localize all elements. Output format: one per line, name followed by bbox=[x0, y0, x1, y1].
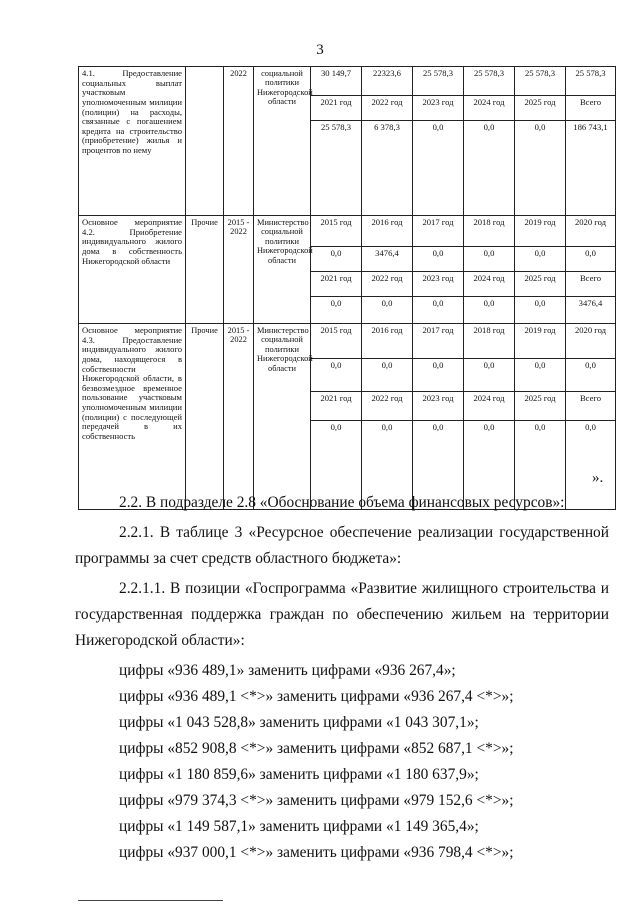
year-cell: Всего bbox=[566, 392, 616, 421]
year-cell: 2022 год bbox=[362, 392, 413, 421]
year-cell: 2021 год bbox=[311, 392, 362, 421]
year-cell: Всего bbox=[566, 96, 616, 121]
year-cell: 2017 год bbox=[413, 324, 464, 359]
row-description: Основное мероприятие 4.2. Приобретение индивидуального жилого дома в собственность Нижегородской области bbox=[79, 216, 186, 324]
amount-cell: 0,0 bbox=[311, 297, 362, 324]
year-cell: 2025 год bbox=[515, 96, 566, 121]
amount-cell: 0,0 bbox=[515, 247, 566, 272]
year-cell: 2025 год bbox=[515, 392, 566, 421]
amount-cell: 0,0 bbox=[362, 297, 413, 324]
amount-cell: 6 378,3 bbox=[362, 121, 413, 216]
amount-cell: 0,0 bbox=[413, 359, 464, 392]
page-number: 3 bbox=[316, 42, 324, 58]
row-executor: Министерство социальной политики Нижегородской области bbox=[254, 324, 311, 510]
year-cell: 2020 год bbox=[566, 216, 616, 247]
amount-cell: 0,0 bbox=[464, 121, 515, 216]
amount-cell: 0,0 bbox=[515, 121, 566, 216]
year-cell: 2024 год bbox=[464, 96, 515, 121]
footer-rule bbox=[78, 900, 223, 901]
amount-cell: 0,0 bbox=[413, 247, 464, 272]
replacement-list bbox=[75, 658, 609, 866]
amount-cell: 0,0 bbox=[515, 359, 566, 392]
row-category: Прочие bbox=[186, 324, 224, 510]
amount-cell: 3476,4 bbox=[566, 297, 616, 324]
year-cell: 2015 год bbox=[311, 324, 362, 359]
closing-quote: ». bbox=[592, 470, 604, 486]
section-text bbox=[75, 490, 609, 866]
amount-cell: 0,0 bbox=[515, 297, 566, 324]
amount-cell: 25 578,3 bbox=[464, 67, 515, 96]
row-description: Основное мероприятие 4.3. Предоставление индивидуального жилого дома, находящегося в собственности Нижегородской области, в безвозмездное временное пользование участковым уполномоченным милиции (полиции) с последующей передачей в их собственность bbox=[79, 324, 186, 510]
year-cell: 2021 год bbox=[311, 272, 362, 297]
amount-cell: 3476,4 bbox=[362, 247, 413, 272]
amount-cell: 0,0 bbox=[515, 421, 566, 510]
year-cell: 2020 год bbox=[566, 324, 616, 359]
year-cell: Всего bbox=[566, 272, 616, 297]
replacement-line: цифры «937 000,1 <*>» заменить цифрами «936 798,4 <*>»; bbox=[119, 844, 514, 861]
row-executor: социальной политики Нижегородской области bbox=[254, 67, 311, 216]
amount-cell: 0,0 bbox=[464, 297, 515, 324]
amount-cell: 0,0 bbox=[566, 359, 616, 392]
row-category: Прочие bbox=[186, 216, 224, 324]
amount-cell: 0,0 bbox=[566, 421, 616, 510]
amount-cell: 0,0 bbox=[464, 247, 515, 272]
row-period: 2022 bbox=[224, 67, 254, 216]
amount-cell: 0,0 bbox=[311, 421, 362, 510]
replacement-line: цифры «936 489,1» заменить цифрами «936 267,4»; bbox=[119, 662, 456, 679]
year-cell: 2025 год bbox=[515, 272, 566, 297]
replacement-line: цифры «852 908,8 <*>» заменить цифрами «852 687,1 <*>»; bbox=[119, 740, 514, 757]
row-period: 2015 - 2022 bbox=[224, 216, 254, 324]
amount-cell: 25 578,3 bbox=[566, 67, 616, 96]
amount-cell: 0,0 bbox=[413, 421, 464, 510]
replacement-line: цифры «1 043 528,8» заменить цифрами «1 043 307,1»; bbox=[119, 714, 479, 731]
row-period: 2015 - 2022 bbox=[224, 324, 254, 510]
row-category bbox=[186, 67, 224, 216]
table-body bbox=[79, 67, 616, 510]
year-cell: 2015 год bbox=[311, 216, 362, 247]
amount-cell: 0,0 bbox=[362, 359, 413, 392]
amount-cell: 186 743,1 bbox=[566, 121, 616, 216]
resource-table bbox=[78, 66, 616, 510]
amount-cell: 0,0 bbox=[464, 421, 515, 510]
amount-cell: 25 578,3 bbox=[311, 121, 362, 216]
amount-cell: 30 149,7 bbox=[311, 67, 362, 96]
amount-cell: 0,0 bbox=[311, 359, 362, 392]
year-cell: 2023 год bbox=[413, 272, 464, 297]
paragraph-2-2-1-1: 2.2.1.1. В позиции «Госпрограмма «Развитие жилищного строительства и государственная поддержка граждан по обеспечению жильем на территории Нижегородской области»: bbox=[75, 580, 609, 649]
row-description: 4.1. Предоставление социальных выплат участковым уполномоченным милиции (полиции) на расходы, связанные с погашением кредита на строительство (приобретение) жилья и процентов по нему bbox=[79, 67, 186, 216]
year-cell: 2023 год bbox=[413, 96, 464, 121]
year-cell: 2017 год bbox=[413, 216, 464, 247]
year-cell: 2022 год bbox=[362, 272, 413, 297]
paragraph-2-2-1: 2.2.1. В таблице 3 «Ресурсное обеспечение реализации государственной программы за счет средств областного бюджета»: bbox=[75, 524, 609, 567]
year-cell: 2022 год bbox=[362, 96, 413, 121]
year-cell: 2019 год bbox=[515, 324, 566, 359]
amount-cell: 0,0 bbox=[566, 247, 616, 272]
replacement-line: цифры «1 149 587,1» заменить цифрами «1 149 365,4»; bbox=[119, 818, 479, 835]
year-cell: 2023 год bbox=[413, 392, 464, 421]
year-cell: 2024 год bbox=[464, 392, 515, 421]
amount-cell: 0,0 bbox=[464, 359, 515, 392]
amount-cell: 0,0 bbox=[413, 297, 464, 324]
replacement-line: цифры «936 489,1 <*>» заменить цифрами «936 267,4 <*>»; bbox=[119, 688, 514, 705]
replacement-line: цифры «979 374,3 <*>» заменить цифрами «979 152,6 <*>»; bbox=[119, 792, 514, 809]
year-cell: 2018 год bbox=[464, 216, 515, 247]
amount-cell: 0,0 bbox=[311, 247, 362, 272]
amount-cell: 22323,6 bbox=[362, 67, 413, 96]
year-cell: 2016 год bbox=[362, 324, 413, 359]
year-cell: 2024 год bbox=[464, 272, 515, 297]
year-cell: 2016 год bbox=[362, 216, 413, 247]
replacement-line: цифры «1 180 859,6» заменить цифрами «1 180 637,9»; bbox=[119, 766, 479, 783]
row-executor: Министерство социальной политики Нижегородской области bbox=[254, 216, 311, 324]
year-cell: 2018 год bbox=[464, 324, 515, 359]
year-cell: 2021 год bbox=[311, 96, 362, 121]
paragraph-2-2: 2.2. В подразделе 2.8 «Обоснование объема финансовых ресурсов»: bbox=[119, 494, 565, 511]
amount-cell: 25 578,3 bbox=[515, 67, 566, 96]
amount-cell: 0,0 bbox=[413, 121, 464, 216]
amount-cell: 25 578,3 bbox=[413, 67, 464, 96]
year-cell: 2019 год bbox=[515, 216, 566, 247]
amount-cell: 0,0 bbox=[362, 421, 413, 510]
